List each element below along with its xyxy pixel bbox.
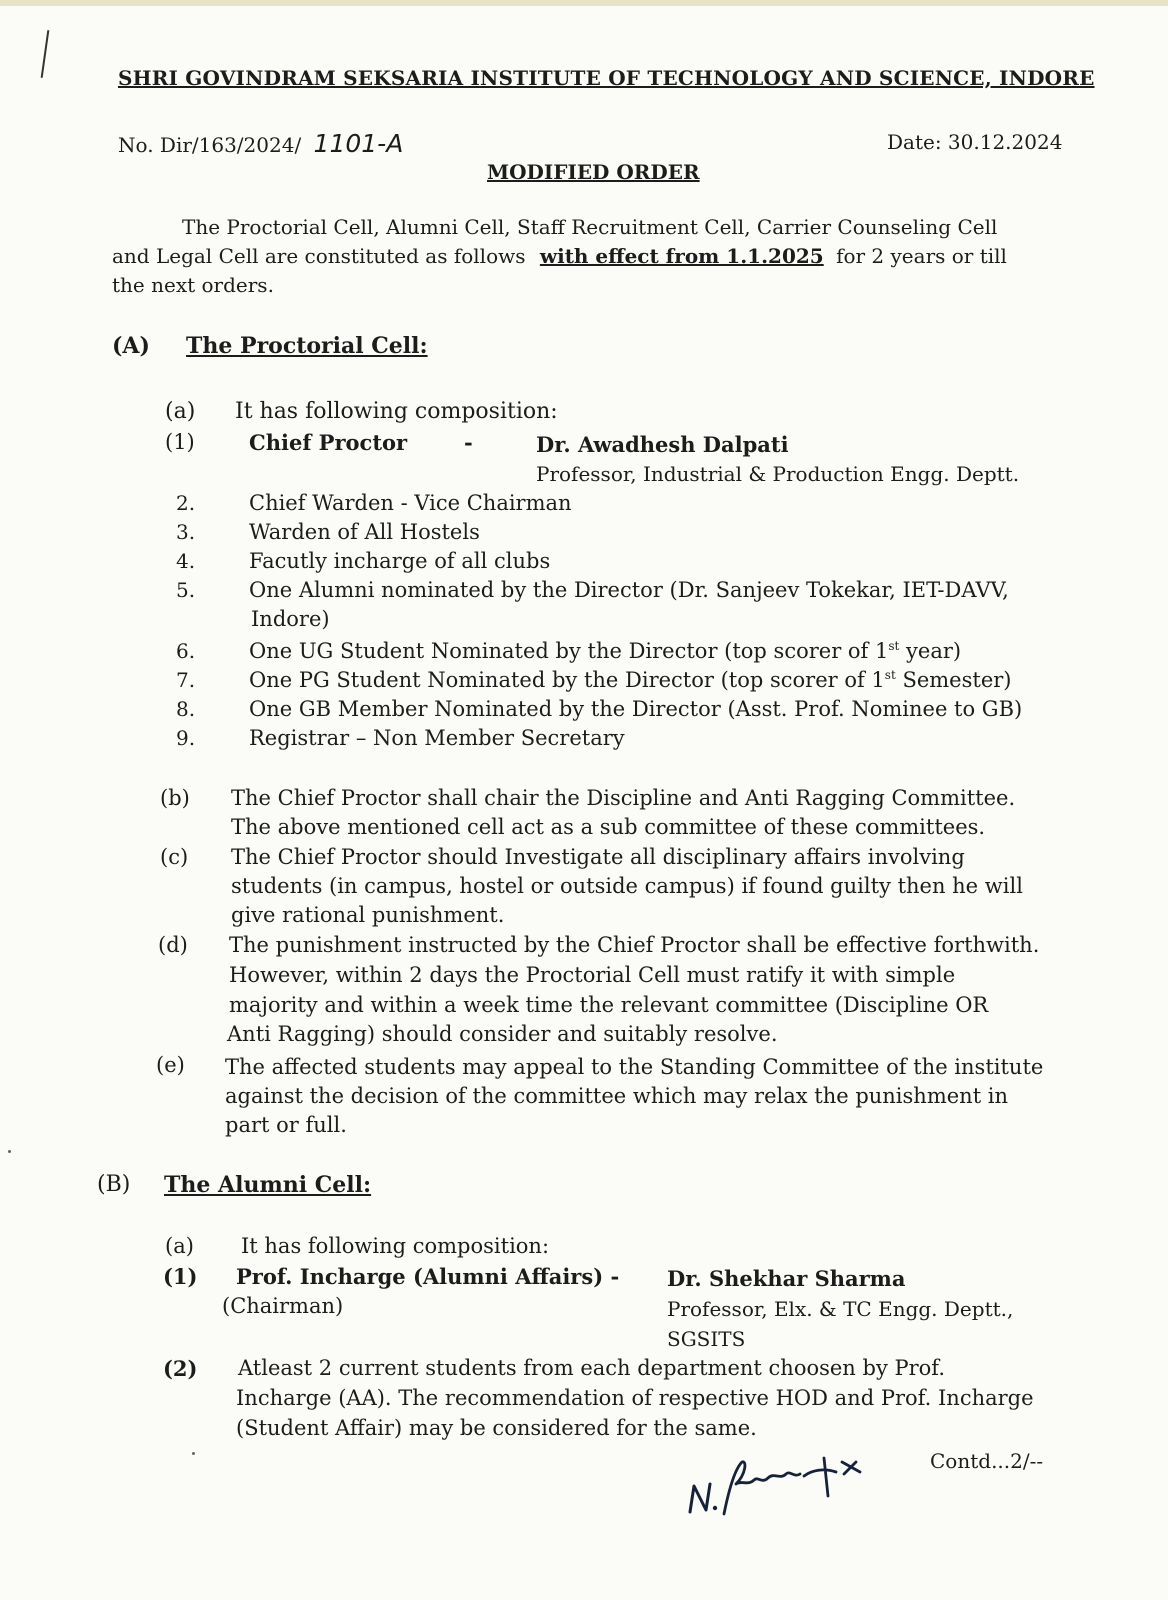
effective-date: with effect from 1.1.2025 — [539, 244, 824, 268]
list-item: One Alumni nominated by the Director (Dr. Sanjeev Tokekar, IET-DAVV, — [249, 578, 1009, 602]
list-item-text: Semester) — [895, 668, 1012, 692]
item-number: 3. — [176, 520, 196, 544]
clause-line: The affected students may appeal to the Standing Committee of the institute — [225, 1055, 1044, 1079]
scan-speck — [8, 1150, 11, 1153]
list-item: Registrar – Non Member Secretary — [249, 726, 625, 750]
clause-marker: (c) — [160, 845, 189, 869]
item-number: 8. — [176, 697, 196, 721]
intro-line-2-start: and Legal Cell are constituted as follows — [112, 244, 526, 268]
item-2-line: Incharge (AA). The recommendation of respective HOD and Prof. Incharge — [236, 1386, 1034, 1410]
list-item: Chief Warden - Vice Chairman — [249, 491, 572, 515]
item-2-line: (Student Affair) may be considered for the same. — [236, 1416, 757, 1440]
item-1-marker: (1) — [165, 430, 195, 454]
clause-line: students (in campus, hostel or outside campus) if found guilty then he will — [231, 874, 1023, 898]
list-item-continued: Indore) — [251, 607, 330, 631]
ref-prefix: No. Dir/163/2024/ — [118, 133, 302, 157]
composition-text: It has following composition: — [241, 1234, 550, 1258]
clause-line: part or full. — [225, 1113, 347, 1137]
item-2-line: Atleast 2 current students from each department choosen by Prof. — [238, 1356, 945, 1380]
clause-line: The Chief Proctor should Investigate all disciplinary affairs involving — [231, 845, 965, 869]
scan-speck — [192, 1452, 195, 1455]
item-number: 9. — [176, 726, 196, 750]
role-dash: - — [464, 430, 473, 455]
top-edge — [0, 0, 1168, 6]
alumni-incharge-designation: Professor, Elx. & TC Engg. Deptt., — [667, 1297, 1014, 1321]
section-b-marker: (B) — [97, 1172, 131, 1197]
clause-line: majority and within a week time the relevant committee (Discipline OR — [229, 993, 989, 1017]
clause-line: However, within 2 days the Proctorial Cell must ratify it with simple — [229, 963, 956, 987]
alumni-incharge-institute: SGSITS — [667, 1327, 746, 1351]
composition-marker: (a) — [165, 1234, 194, 1258]
list-item: Warden of All Hostels — [249, 520, 480, 544]
list-item-text: One PG Student Nominated by the Director (top scorer of 1 — [249, 668, 885, 692]
item-number: 2. — [176, 491, 196, 515]
reference-number — [118, 129, 403, 158]
clause-line: The Chief Proctor shall chair the Discipline and Anti Ragging Committee. — [231, 786, 1016, 810]
alumni-incharge-name: Dr. Shekhar Sharma — [667, 1266, 906, 1291]
page-title: MODIFIED ORDER — [487, 160, 700, 184]
clause-line: give rational punishment. — [231, 903, 505, 927]
continued-note: Contd...2/-- — [930, 1449, 1044, 1473]
item-number: 5. — [176, 578, 196, 602]
item-number: 7. — [176, 668, 196, 692]
clause-line: The above mentioned cell act as a sub committee of these committees. — [231, 815, 986, 839]
list-item-text: One UG Student Nominated by the Director (top scorer of 1 — [249, 639, 889, 663]
list-item — [249, 639, 961, 663]
intro-line-2-end: for 2 years or till — [836, 244, 1007, 268]
institute-name: SHRI GOVINDRAM SEKSARIA INSTITUTE OF TECHNOLOGY AND SCIENCE, INDORE — [118, 66, 1095, 90]
intro-line-2 — [112, 244, 1007, 268]
item-number: 6. — [176, 639, 196, 663]
clause-line: against the decision of the committee which may relax the punishment in — [225, 1084, 1009, 1108]
section-a-heading: The Proctorial Cell: — [186, 333, 428, 359]
list-item: Facutly incharge of all clubs — [249, 549, 551, 573]
signature — [684, 1450, 880, 1530]
chief-proctor-role: Chief Proctor — [249, 430, 408, 455]
list-item-text: year) — [899, 639, 962, 663]
ref-handwritten: 1101-A — [313, 129, 404, 158]
pen-mark — [41, 30, 50, 78]
alumni-incharge-role: Prof. Incharge (Alumni Affairs) - — [236, 1264, 620, 1289]
alumni-incharge-chairman: (Chairman) — [222, 1294, 344, 1318]
ordinal-suffix: st — [884, 668, 896, 682]
clause-line: Anti Ragging) should consider and suitably resolve. — [227, 1022, 778, 1046]
order-date: Date: 30.12.2024 — [887, 130, 1063, 154]
clause-marker: (b) — [160, 786, 190, 810]
clause-line: The punishment instructed by the Chief Proctor shall be effective forthwith. — [229, 933, 1040, 957]
intro-line-1: The Proctorial Cell, Alumni Cell, Staff Recruitment Cell, Carrier Counseling Cell — [182, 215, 998, 239]
chief-proctor-name: Dr. Awadhesh Dalpati — [536, 432, 789, 457]
section-b-heading: The Alumni Cell: — [164, 1172, 372, 1198]
item-1-marker: (1) — [163, 1264, 198, 1289]
list-item — [249, 668, 1012, 692]
item-number: 4. — [176, 549, 196, 573]
clause-marker: (d) — [158, 933, 188, 957]
section-a-marker: (A) — [112, 333, 150, 359]
clause-marker: (e) — [156, 1053, 185, 1077]
intro-line-3: the next orders. — [112, 273, 274, 297]
list-item: One GB Member Nominated by the Director (Asst. Prof. Nominee to GB) — [249, 697, 1023, 721]
chief-proctor-designation: Professor, Industrial & Production Engg. Deptt. — [536, 462, 1020, 486]
item-2-marker: (2) — [163, 1356, 198, 1381]
composition-text: It has following composition: — [235, 399, 558, 424]
ordinal-suffix: st — [888, 639, 900, 653]
composition-marker: (a) — [165, 399, 196, 424]
